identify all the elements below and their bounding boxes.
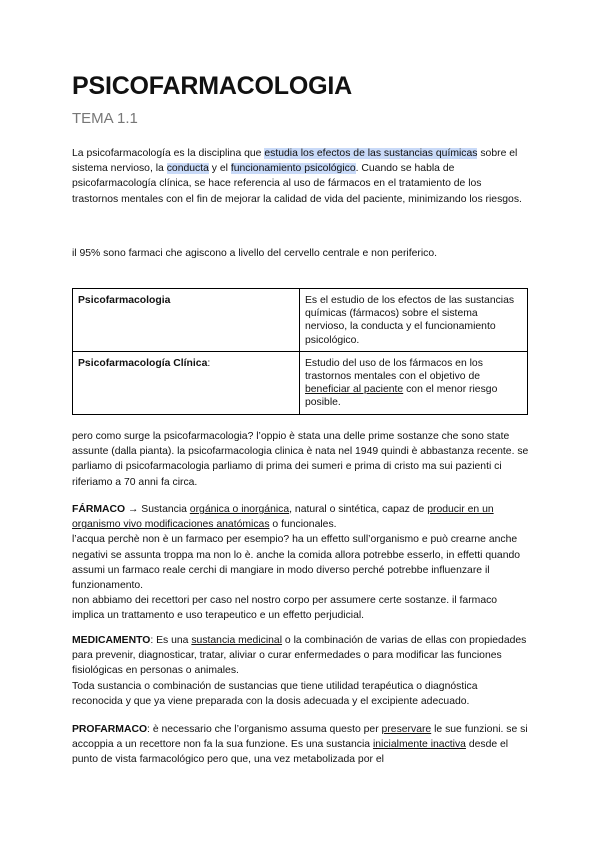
intro-text-3: y el (208, 163, 231, 175)
intro-text-1: La psicofarmacología es la disciplina que (72, 148, 265, 159)
farmaco-underline-1: orgánica o inorgánica (189, 504, 290, 515)
farmaco-term: FÁRMACO (72, 504, 126, 515)
farmaco-text-0: → Sustancia (125, 504, 190, 515)
medicamento-definition (72, 633, 530, 679)
table-term (73, 351, 300, 414)
table-def-text-a: Estudio del uso de los fármacos en los trastornos mentales con el objetivo de (305, 357, 483, 383)
medicamento-term: MEDICAMENTO (72, 635, 151, 646)
farmaco-definition (72, 502, 530, 532)
table-definition (300, 351, 528, 414)
profarmaco-text-1: le sue funzioni. se si accoppia a un recettore non fa la sua funzione. Es una sustancia (72, 724, 528, 751)
profarmaco-underline-1: preservare (381, 724, 432, 735)
intro-highlight-3: funcionamiento psicológico (230, 163, 356, 175)
intro-highlight-1: estudia los efectos de las sustancias químicas (264, 148, 478, 159)
medicamento-text-0: : Es una (150, 635, 192, 646)
table-term: Psicofarmacologia (73, 289, 300, 352)
table-term-colon: : (207, 357, 211, 369)
farmaco-text-2: o funcionales. (269, 519, 337, 531)
profarmaco-term: PROFARMACO (72, 724, 148, 735)
table-def-text-b: con el menor riesgo posible. (305, 384, 498, 409)
table-definition: Es el estudio de los efectos de las sustancias químicas (fármacos) sobre el sistema nervioso, la conducta y el funcionamiento psicológico. (300, 289, 528, 352)
farmaco-text-1: , natural o sintética, capaz de (289, 504, 428, 515)
medicamento-section (72, 633, 530, 709)
profarmaco-text-2: desde el punto de vista farmacológico pero que, una vez metabolizada por el (72, 739, 509, 766)
percent-line: il 95% sono farmaci che agiscono a livello del cervello centrale e non periferico. (72, 248, 438, 259)
medicamento-underline-1: sustancia medicinal (191, 635, 283, 646)
profarmaco-section (72, 722, 530, 768)
table-row (73, 351, 528, 414)
intro-text-2: sobre el sistema nervioso, la (72, 148, 518, 175)
intro-paragraph (72, 146, 530, 207)
intro-text-4: . Cuando se habla de psicofarmacología clínica, se hace referencia al uso de fármacos en el tratamiento de los trastornos mentales con el fin de mejorar la calidad de vida del paciente, minimizando los riesgos. (72, 163, 522, 205)
document-subtitle: TEMA 1.1 (72, 110, 138, 127)
medicamento-paragraph-2: Toda sustancia o combinación de sustancias que tiene utilidad terapéutica o diagnóstica reconocida y que ya viene preparada con la dosis adecuada y el excipiente adecuado. (72, 680, 478, 707)
profarmaco-text-0: : è necessario che l’organismo assuma questo per (147, 724, 382, 735)
table-def-underlined: beneficiar al paciente (305, 384, 404, 396)
table-row (73, 289, 528, 352)
farmaco-paragraph-3: non abbiamo dei recettori per caso nel nostro corpo per assumere certe sostanze. il farmaco implica un trattamento e uso terapeutico e un effetto perjudicial. (72, 595, 498, 622)
definitions-table (72, 288, 528, 415)
history-paragraph: pero como surge la psicofarmacologia? l’oppio è stata una delle prime sostanze che sono state assunte (dalla pianta). la psicofarmacologia clinica è nata nel 1949 quindi è abbastanza recente. se parliamo di psicofarmacologia parliamo di prima dei sumeri e prima di cristo ma sui pazienti ci riferiamo a 70 anni fa circa. (72, 431, 529, 488)
medicamento-text-1: o la combinación de varias de ellas con propiedades para prevenir, diagnosticar, tratar, aliviar o curar enfermedades o para modificar las funciones fisiológicas en personas o animales. (72, 635, 527, 677)
farmaco-underline-2: producir en un organismo vivo modificaciones anatómicas (72, 504, 494, 531)
intro-highlight-2: conducta (166, 163, 209, 175)
document-title: PSICOFARMACOLOGIA (72, 72, 352, 100)
table-term-text: Psicofarmacología Clínica (78, 357, 208, 369)
farmaco-paragraph-2: l’acqua perchè non è un farmaco per esempio? ha un effetto sull’organismo e può crearne anche negativi se assunta troppa ma non lo è. anche la comida allora potrebbe esserlo, in effetti quando assumi un farmaco reale cerchi di mangiare in modo diverso perché potrebbe influenzare il funzionamento. (72, 534, 521, 592)
profarmaco-underline-2: inicialmente inactiva (372, 739, 466, 751)
farmaco-section (72, 502, 530, 624)
